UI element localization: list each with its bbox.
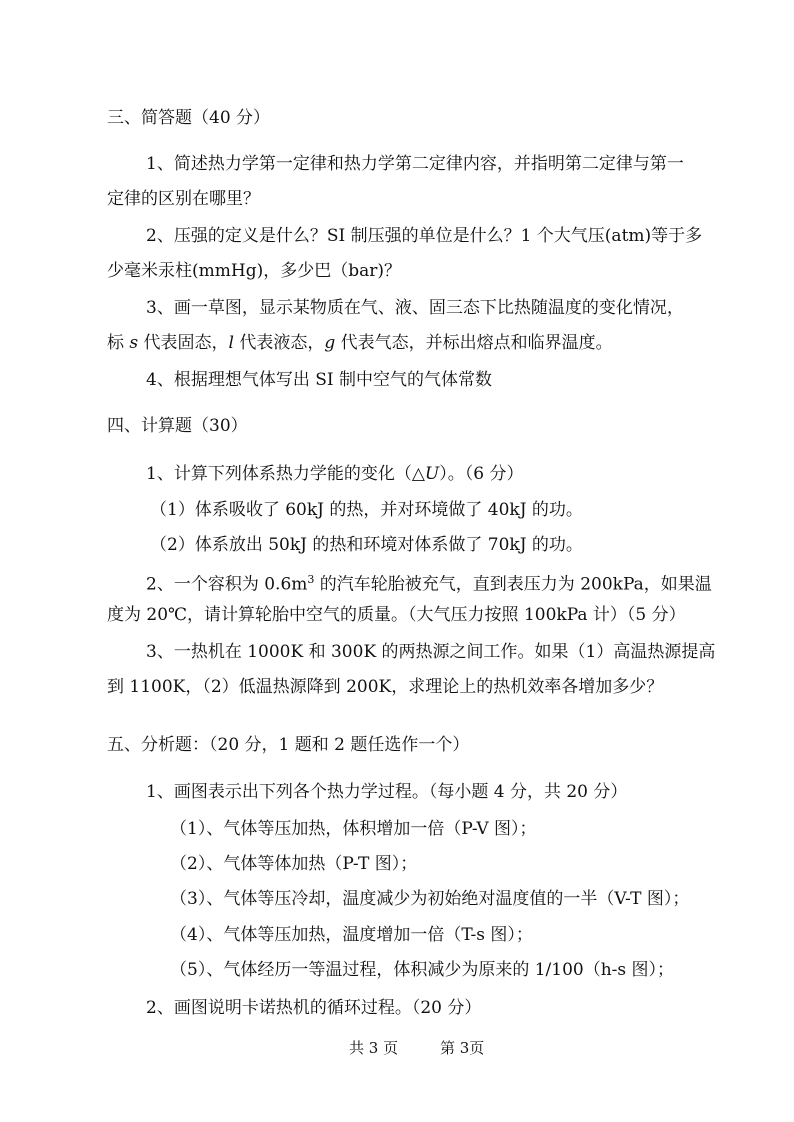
q4-2-line1: 2、一个容积为 $0.6m^3$ 的汽车轮胎被充气，直到表压力为 200kPa，如果温 — [146, 573, 712, 595]
q3-2-line1: 2、压强的定义是什么？SI 制压强的单位是什么？1 个大气压(atm)等于多 — [146, 226, 703, 246]
q4-3-line1: 3、一热机在 1000K 和 300K 的两热源之间工作。如果（1）高温热源提高 — [146, 642, 716, 662]
q4-1-sub2: （2）体系放出 50kJ 的热和环境对体系做了 70kJ 的功。 — [150, 535, 583, 555]
q3-1-line1: 1、简述热力学第一定律和热力学第二定律内容，并指明第二定律与第一 — [146, 154, 684, 174]
q5-1-item: （2）、气体等体加热（P-T 图）； — [170, 854, 418, 874]
q3-2-line2: 少毫米汞柱(mmHg)，多少巴（bar)？ — [107, 261, 401, 281]
q5-1-item: （1）、气体等压加热，体积增加一倍（P-V 图）； — [170, 819, 537, 839]
section-4-heading: 四、计算题（30） — [107, 416, 248, 436]
section-3-heading: 三、简答题（40 分） — [107, 108, 271, 128]
q3-4: 4、根据理想气体写出 SI 制中空气的气体常数 — [146, 370, 492, 390]
q3-3-line1: 3、画一草图，显示某物质在气、液、固三态下比热随温度的变化情况， — [146, 298, 684, 318]
var-u: U — [424, 464, 440, 484]
q3-1-line2: 定律的区别在哪里？ — [107, 189, 260, 209]
q5-1-title: 1、画图表示出下列各个热力学过程。（每小题 4 分，共 20 分） — [146, 782, 628, 802]
var-s: s — [129, 333, 139, 353]
page-number: 第 3页 — [440, 1039, 485, 1057]
q5-1-item: （4）、气体等压加热，温度增加一倍（T-s 图）； — [170, 925, 533, 945]
q5-1-item: （3）、气体等压冷却，温度减少为初始绝对温度值的一半（V-T 图）； — [170, 889, 690, 909]
q4-1-sub1: （1）体系吸收了 60kJ 的热，并对环境做了 40kJ 的功。 — [150, 500, 583, 520]
q4-1-title: 1、计算下列体系热力学能的变化（△U）。（6 分） — [146, 464, 524, 484]
q5-2: 2、画图说明卡诺热机的循环过程。（20 分） — [146, 998, 482, 1018]
q4-3-line2: 到 1100K，（2）低温热源降到 200K，求理论上的热机效率各增加多少？ — [107, 677, 664, 697]
var-g: g — [324, 333, 336, 353]
q5-1-item: （5）、气体经历一等温过程，体积减少为原来的 1/100（h-s 图）； — [170, 960, 675, 980]
page-total: 共 3 页 — [349, 1039, 399, 1057]
q4-2-line2: 度为 20℃，请计算轮胎中空气的质量。（大气压力按照 100kPa 计）（5 分） — [107, 605, 686, 625]
var-l: l — [228, 333, 234, 353]
q3-3-line2: 标 s 代表固态，l 代表液态，g 代表气态，并标出熔点和临界温度。 — [107, 333, 613, 353]
section-5-heading: 五、分析题：（20 分，1 题和 2 题任选作一个） — [107, 735, 470, 755]
